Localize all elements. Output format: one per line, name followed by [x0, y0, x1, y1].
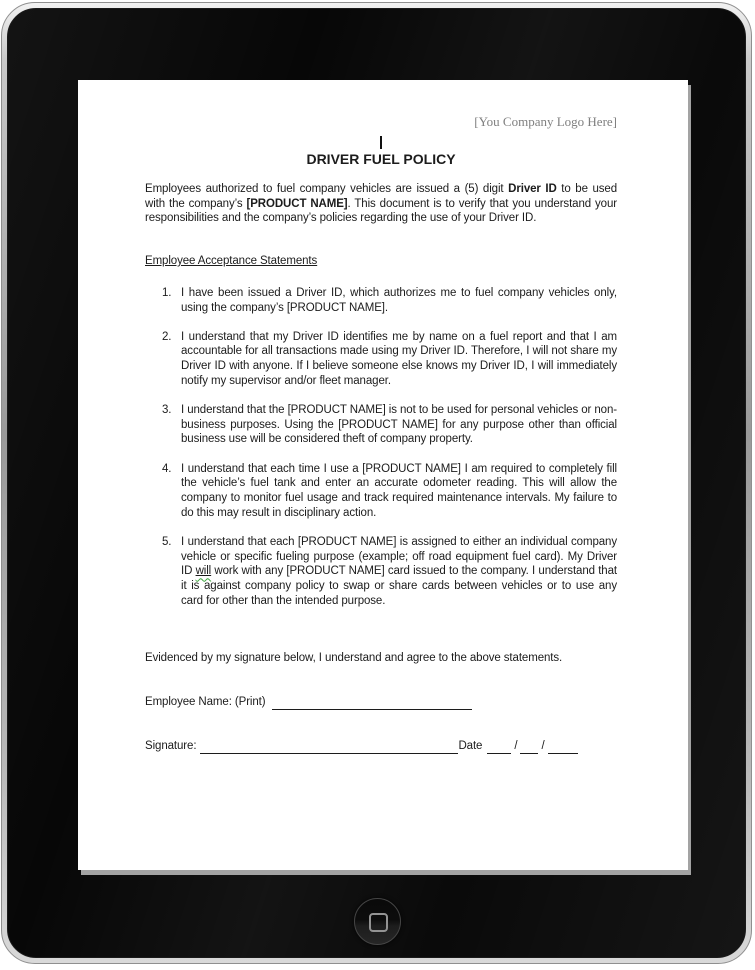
statement-number: 5.	[162, 535, 172, 548]
statement-item	[145, 330, 617, 389]
evidence-statement: Evidenced by my signature below, I understand and agree to the above statements.	[145, 652, 563, 665]
statement-item	[145, 462, 617, 521]
statement-number: 1.	[162, 286, 172, 299]
grammar-check-word: will	[195, 565, 212, 578]
intro-text: to be used with the company’s	[145, 183, 618, 210]
document-title: DRIVER FUEL POLICY	[306, 151, 456, 167]
driver-id-bold: Driver ID	[508, 183, 557, 195]
statement-text	[181, 536, 617, 607]
statement-item	[145, 403, 617, 447]
employee-name-label: Employee Name: (Print)	[145, 696, 266, 709]
cursor-row	[145, 136, 617, 151]
statement-text-post: work with any [PRODUCT NAME] card issued to the company. I understand that it is against company policy to swap or share cards between vehicles or to use any card for other than the intended purpose.	[181, 565, 617, 607]
employee-name-row	[145, 695, 617, 710]
statement-text: I understand that the [PRODUCT NAME] is not to be used for personal vehicles or non-business purposes. Using the [PRODUCT NAME] for any purpose other than official business use will be considered theft of company property.	[181, 404, 617, 446]
underlined-word	[196, 565, 212, 577]
text-cursor	[380, 136, 382, 149]
statement-number: 4.	[162, 462, 172, 475]
date-label: Date	[458, 739, 483, 752]
date-year-blank	[548, 740, 578, 754]
rounded-square-icon	[369, 913, 388, 932]
section-heading: Employee Acceptance Statements	[145, 255, 318, 268]
statement-number: 2.	[162, 330, 172, 343]
product-name-bold: [PRODUCT NAME]	[246, 197, 348, 210]
intro-paragraph	[145, 182, 617, 226]
date-day-blank	[520, 740, 538, 754]
document-page	[78, 114, 688, 904]
date-slash: /	[514, 739, 518, 752]
statement-text: I understand that each time I use a [PRODUCT NAME] I am required to completely fill the vehicle’s fuel tank and enter an accurate odometer reading. This will allow the company to monitor fuel usage and track required maintenance intervals. My failure to do this may result in disciplinary action.	[181, 462, 617, 519]
statement-text: I have been issued a Driver ID, which authorizes me to fuel company vehicles only, using the company’s [PRODUCT NAME].	[181, 286, 617, 314]
statement-item	[145, 535, 617, 609]
signature-label: Signature:	[145, 739, 197, 752]
intro-text: Employees authorized to fuel company vehicles are issued a (5) digit	[145, 183, 509, 195]
intro-text: . This document is to verify that you understand your responsibilities and the company’s policies regarding the use of your Driver ID.	[145, 197, 617, 225]
statement-number: 3.	[162, 404, 172, 417]
home-button[interactable]	[354, 898, 401, 945]
statement-text: I understand that my Driver ID identifies me by name on a fuel report and that I am accountable for all transactions made using my Driver ID. Therefore, I will not share my Driver ID with anyone. If I believe someone else knows my Driver ID, I will immediately notify my supervisor and/or fleet manager.	[181, 330, 617, 387]
date-slash: /	[541, 739, 545, 752]
signature-row	[145, 739, 617, 754]
date-month-blank	[487, 740, 511, 754]
statement-list	[145, 286, 617, 609]
statement-text-pre: I understand that each [PRODUCT NAME] is assigned to either an individual company vehicle or specific fueling purpose (example; off road equipment fuel card). My Driver ID	[181, 535, 617, 578]
company-logo-placeholder: [You Company Logo Here]	[474, 114, 617, 129]
tablet-screen	[78, 80, 688, 870]
signature-blank	[200, 740, 458, 754]
employee-name-blank	[272, 696, 472, 710]
statement-item	[145, 286, 617, 315]
